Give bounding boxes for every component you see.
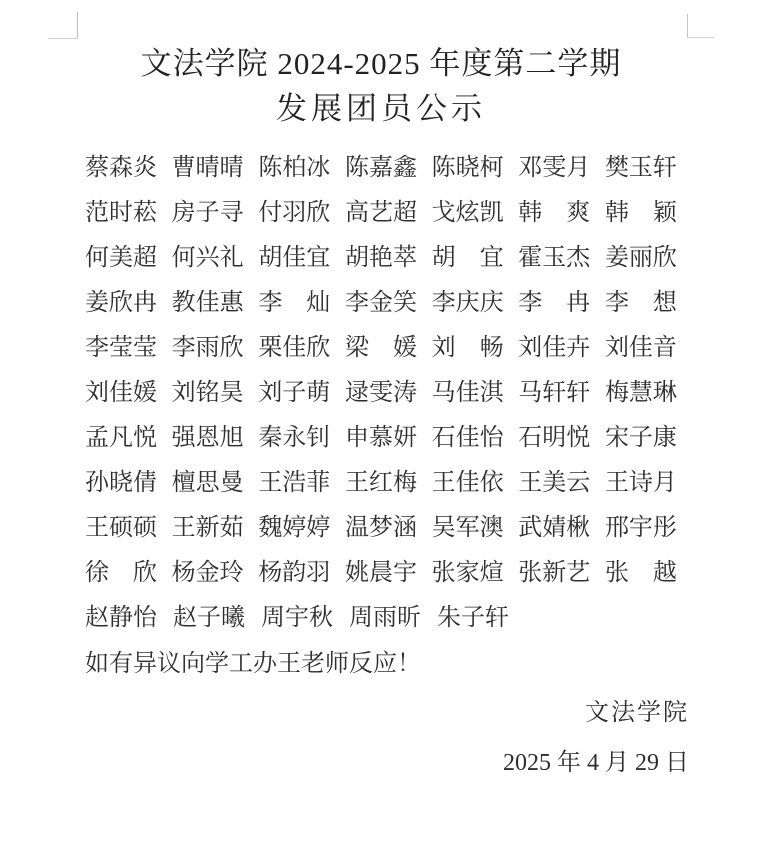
name-item: 蔡森炎 xyxy=(85,155,157,181)
document-footer xyxy=(0,693,689,783)
name-row xyxy=(85,547,677,592)
name-item: 张 越 xyxy=(604,560,677,586)
member-name-list xyxy=(85,142,677,637)
name-item: 李庆庆 xyxy=(431,290,504,316)
name-item: 刘佳音 xyxy=(604,335,677,361)
name-item: 栗佳欣 xyxy=(258,335,331,361)
name-item: 邢宇彤 xyxy=(604,515,677,541)
name-item: 樊玉轩 xyxy=(604,155,677,181)
name-row xyxy=(85,592,677,637)
issuing-department: 文法学院 xyxy=(585,700,689,726)
name-item: 李莹莹 xyxy=(85,335,157,361)
name-item: 王佳依 xyxy=(431,470,504,496)
name-item: 孙晓倩 xyxy=(85,470,157,496)
name-item: 梁 媛 xyxy=(344,335,417,361)
name-item: 孟凡悦 xyxy=(85,425,157,451)
name-row xyxy=(85,142,677,187)
name-item: 李金笑 xyxy=(344,290,417,316)
name-item: 马佳淇 xyxy=(431,380,504,406)
name-item: 张新艺 xyxy=(518,560,591,586)
name-item: 胡 宜 xyxy=(431,245,504,271)
name-item: 教佳惠 xyxy=(171,290,244,316)
name-item: 吴军澳 xyxy=(431,515,504,541)
name-item: 王诗月 xyxy=(604,470,677,496)
name-item: 姜欣冉 xyxy=(85,290,157,316)
name-row xyxy=(85,502,677,547)
name-row xyxy=(85,457,677,502)
name-item: 逯雯涛 xyxy=(344,380,417,406)
name-item: 刘子萌 xyxy=(258,380,331,406)
name-item: 何兴礼 xyxy=(171,245,244,271)
name-item: 赵静怡 xyxy=(85,605,157,631)
name-row xyxy=(85,367,677,412)
name-item: 戈炫凯 xyxy=(431,200,504,226)
name-item: 李雨欣 xyxy=(171,335,244,361)
name-item: 宋子康 xyxy=(604,425,677,451)
name-item: 徐 欣 xyxy=(85,560,157,586)
name-row xyxy=(85,187,677,232)
name-item: 周雨昕 xyxy=(349,605,421,631)
name-item: 韩 爽 xyxy=(518,200,591,226)
name-item: 魏婷婷 xyxy=(258,515,331,541)
name-item: 陈嘉鑫 xyxy=(344,155,417,181)
name-item: 强恩旭 xyxy=(171,425,244,451)
name-item: 梅慧琳 xyxy=(604,380,677,406)
name-row xyxy=(85,322,677,367)
name-item: 马轩轩 xyxy=(518,380,591,406)
name-item: 申慕妍 xyxy=(344,425,417,451)
name-item: 王硕硕 xyxy=(85,515,157,541)
name-item: 霍玉杰 xyxy=(518,245,591,271)
name-item: 石佳怡 xyxy=(431,425,504,451)
name-item: 陈晓柯 xyxy=(431,155,504,181)
name-item: 曹晴晴 xyxy=(171,155,244,181)
name-item: 陈柏冰 xyxy=(258,155,331,181)
name-item: 刘 畅 xyxy=(431,335,504,361)
name-item: 胡艳萃 xyxy=(344,245,417,271)
name-item: 刘佳媛 xyxy=(85,380,157,406)
name-item: 赵子曦 xyxy=(173,605,245,631)
name-item: 韩 颖 xyxy=(604,200,677,226)
name-item: 石明悦 xyxy=(518,425,591,451)
name-item: 刘铭昊 xyxy=(171,380,244,406)
name-item: 朱子轩 xyxy=(437,605,509,631)
name-item: 武婧楸 xyxy=(518,515,591,541)
name-item: 房子寻 xyxy=(171,200,244,226)
name-row xyxy=(85,412,677,457)
name-item: 王红梅 xyxy=(344,470,417,496)
name-item: 张家煊 xyxy=(431,560,504,586)
name-item: 王浩菲 xyxy=(258,470,331,496)
name-item: 刘佳卉 xyxy=(518,335,591,361)
name-item: 高艺超 xyxy=(344,200,417,226)
name-item: 杨金玲 xyxy=(171,560,244,586)
name-item: 檀思曼 xyxy=(171,470,244,496)
name-item: 王新茹 xyxy=(171,515,244,541)
name-item: 范时菘 xyxy=(85,200,157,226)
name-item: 李 灿 xyxy=(258,290,331,316)
name-item: 王美云 xyxy=(518,470,591,496)
name-item: 姜丽欣 xyxy=(604,245,677,271)
name-item: 温梦涵 xyxy=(344,515,417,541)
name-item: 杨韵羽 xyxy=(258,560,331,586)
name-item: 邓雯月 xyxy=(518,155,591,181)
name-row xyxy=(85,277,677,322)
name-item: 付羽欣 xyxy=(258,200,331,226)
page-corner-mark-top-left xyxy=(48,12,78,39)
name-item: 姚晨宇 xyxy=(344,560,417,586)
document-date: 2025 年 4 月 29 日 xyxy=(503,750,689,776)
name-item: 秦永钊 xyxy=(258,425,331,451)
page-corner-mark-top-right xyxy=(687,14,714,38)
name-item: 胡佳宜 xyxy=(258,245,331,271)
document-title-line2: 发展团员公示 xyxy=(276,91,486,126)
name-item: 周宇秋 xyxy=(261,605,333,631)
name-item: 李 冉 xyxy=(518,290,591,316)
name-item: 李 想 xyxy=(604,290,677,316)
name-row xyxy=(85,232,677,277)
document-title-line1: 文法学院 2024-2025 年度第二学期 xyxy=(140,46,622,81)
name-item: 何美超 xyxy=(85,245,157,271)
objection-notice: 如有异议向学工办王老师反应！ xyxy=(85,650,421,677)
document-title xyxy=(0,0,762,132)
